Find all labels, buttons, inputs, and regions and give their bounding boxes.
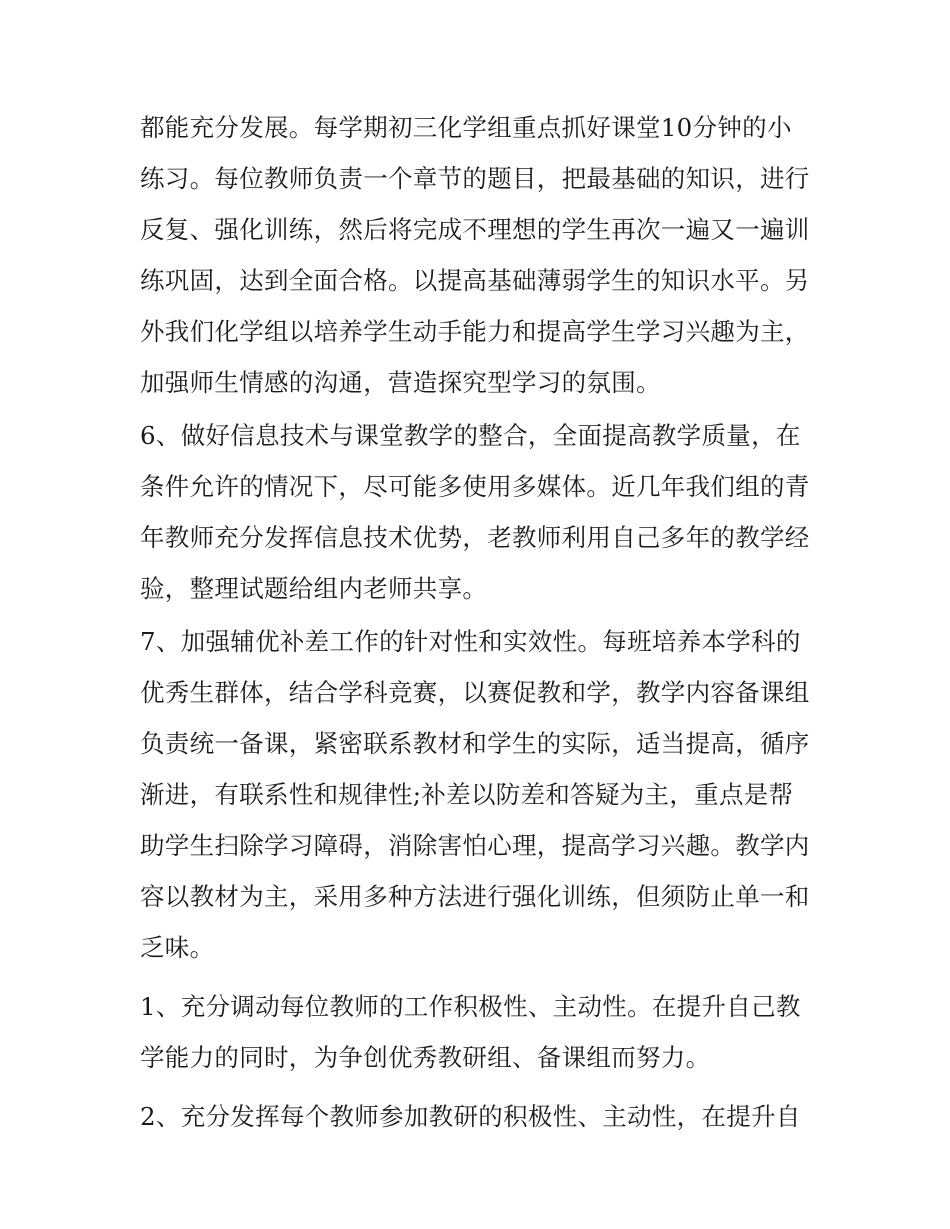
text-line: 验，整理试题给组内老师共享。	[140, 574, 488, 603]
paragraph-item-6	[140, 410, 820, 614]
paragraph-item-1	[140, 981, 820, 1083]
text-line: 1、充分调动每位教师的工作积极性、主动性。在提升自己教	[140, 992, 801, 1021]
text-line: 反复、强化训练，然后将完成不理想的学生再次一遍又一遍训	[140, 215, 810, 244]
paragraph-item-2	[140, 1091, 820, 1142]
text-line: 条件允许的情况下，尽可能多使用多媒体。近几年我们组的青	[140, 472, 810, 501]
text-line: 助学生扫除学习障碍，消除害怕心理，提高学习兴趣。教学内	[140, 831, 810, 860]
text-line: 6、做好信息技术与课堂教学的整合，全面提高教学质量，在	[140, 421, 801, 450]
text-line: 负责统一备课，紧密联系教材和学生的实际，适当提高，循序	[140, 729, 810, 758]
document-body	[140, 102, 820, 1142]
text-line: 乏味。	[140, 933, 215, 962]
text-line: 外我们化学组以培养学生动手能力和提高学生学习兴趣为主，	[140, 317, 810, 346]
text-line: 7、加强辅优补差工作的针对性和实效性。每班培养本学科的	[140, 627, 801, 656]
paragraph-continuation	[140, 102, 820, 408]
text-line: 都能充分发展。每学期初三化学组重点抓好课堂10分钟的小	[140, 113, 792, 142]
text-line: 练习。每位教师负责一个章节的题目，把最基础的知识，进行	[140, 164, 810, 193]
text-line: 容以教材为主，采用多种方法进行强化训练，但须防止单一和	[140, 882, 810, 911]
text-line: 渐进，有联系性和规律性;补差以防差和答疑为主，重点是帮	[140, 780, 794, 809]
text-line: 2、充分发挥每个教师参加教研的积极性、主动性，在提升自	[140, 1102, 801, 1131]
text-line: 练巩固，达到全面合格。以提高基础薄弱学生的知识水平。另	[140, 266, 810, 295]
text-line: 年教师充分发挥信息技术优势，老教师利用自己多年的教学经	[140, 523, 810, 552]
text-line: 加强师生情感的沟通，营造探究型学习的氛围。	[140, 368, 661, 397]
text-line: 优秀生群体，结合学科竞赛，以赛促教和学，教学内容备课组	[140, 678, 810, 707]
text-line: 学能力的同时，为争创优秀教研组、备课组而努力。	[140, 1043, 711, 1072]
paragraph-item-7	[140, 616, 820, 973]
